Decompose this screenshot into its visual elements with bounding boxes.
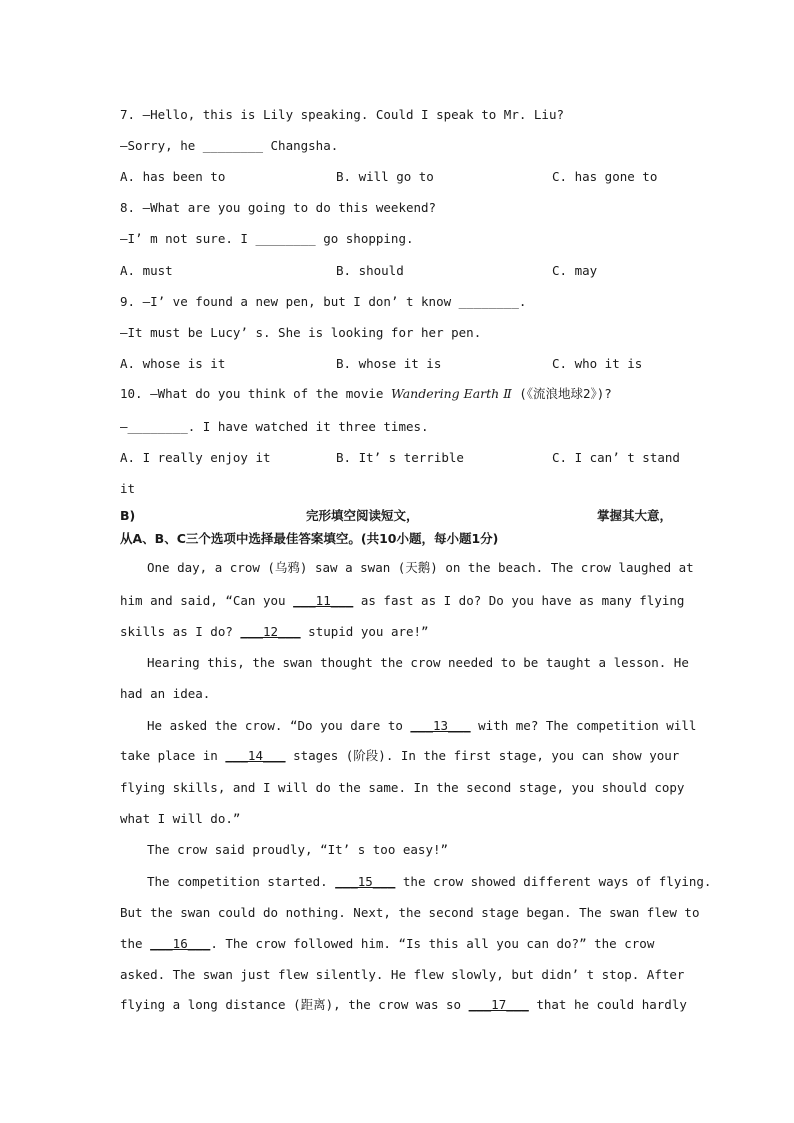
question-7-option-a: A. has been to — [120, 169, 226, 184]
blank-13: ___13___ — [410, 718, 471, 733]
passage-text: stupid you are!” — [300, 624, 429, 639]
passage-text: The competition started. — [147, 874, 336, 889]
question-7-option-b: B. will go to — [336, 169, 434, 184]
passage-line-10: The crow said proudly, “It’ s too easy!” — [147, 842, 449, 857]
passage-line-9: what I will do.” — [120, 811, 241, 826]
passage-text: flying a long distance (距离), the crow was so — [120, 997, 469, 1012]
passage-line-4: Hearing this, the swan thought the crow needed to be taught a lesson. He — [147, 655, 689, 670]
passage-text: . The crow followed him. “Is this all you can do?” the crow — [210, 936, 655, 951]
passage-text: stages (阶段). In the first stage, you can show your — [285, 748, 680, 763]
question-10-prompt-end: (《流浪地球2》)? — [511, 386, 612, 401]
passage-line-11 — [147, 874, 711, 890]
question-10-reply: —________. I have watched it three times. — [120, 419, 429, 434]
passage-line-3 — [120, 624, 429, 640]
question-8-option-b: B. should — [336, 263, 404, 278]
question-7-option-c: C. has gone to — [552, 169, 658, 184]
passage-line-7 — [120, 748, 679, 764]
question-10-option-c: C. I can’ t stand — [552, 450, 680, 465]
question-9-reply: —It must be Lucy’ s. She is looking for her pen. — [120, 325, 482, 340]
section-b-title-part1: 完形填空阅读短文， — [306, 508, 419, 523]
question-9-option-a: A. whose is it — [120, 356, 226, 371]
passage-line-15 — [120, 997, 687, 1013]
passage-text: him and said, “Can you — [120, 593, 294, 608]
passage-line-14: asked. The swan just flew silently. He flew slowly, but didn’ t stop. After — [120, 967, 685, 982]
question-7-reply: —Sorry, he ________ Changsha. — [120, 138, 339, 153]
passage-line-1: One day, a crow (乌鸦) saw a swan (天鹅) on the beach. The crow laughed at — [147, 560, 694, 575]
section-b-instructions: 从A、B、C三个选项中选择最佳答案填空。(共10小题，每小题1分) — [120, 531, 499, 546]
blank-11: ___11___ — [293, 593, 354, 608]
question-8-reply: —I’ m not sure. I ________ go shopping. — [120, 231, 414, 246]
passage-line-8: flying skills, and I will do the same. In the second stage, you should copy — [120, 780, 685, 795]
movie-title: Wandering Earth Ⅱ — [390, 386, 512, 401]
passage-line-2 — [120, 593, 684, 609]
passage-text: with me? The competition will — [470, 718, 697, 733]
passage-text: take place in — [120, 748, 226, 763]
question-10-option-a: A. I really enjoy it — [120, 450, 271, 465]
passage-line-6 — [147, 718, 696, 734]
question-8-option-c: C. may — [552, 263, 598, 278]
passage-text: He asked the crow. “Do you dare to — [147, 718, 411, 733]
question-9-option-c: C. who it is — [552, 356, 643, 371]
question-10-prompt-text: 10. —What do you think of the movie — [120, 386, 391, 401]
passage-text: that he could hardly — [528, 997, 687, 1012]
section-b-title-part2: 掌握其大意， — [597, 508, 673, 523]
blank-16: ___16___ — [150, 936, 211, 951]
passage-text: as fast as I do? Do you have as many flying — [353, 593, 685, 608]
question-9-prompt: 9. —I’ ve found a new pen, but I don’ t know ________. — [120, 294, 527, 309]
question-10-option-b: B. It’ s terrible — [336, 450, 464, 465]
passage-line-12: But the swan could do nothing. Next, the second stage began. The swan flew to — [120, 905, 700, 920]
passage-text: skills as I do? — [120, 624, 241, 639]
passage-text: the crow showed different ways of flying. — [395, 874, 712, 889]
passage-line-13 — [120, 936, 654, 952]
blank-12: ___12___ — [240, 624, 301, 639]
question-10-option-c-wrap: it — [120, 481, 136, 496]
blank-17: ___17___ — [468, 997, 529, 1012]
blank-15: ___15___ — [335, 874, 396, 889]
section-b-label: B) — [120, 508, 136, 523]
blank-14: ___14___ — [225, 748, 286, 763]
question-8-option-a: A. must — [120, 263, 173, 278]
passage-line-5: had an idea. — [120, 686, 211, 701]
question-9-option-b: B. whose it is — [336, 356, 442, 371]
passage-text: the — [120, 936, 151, 951]
question-10-prompt — [120, 386, 612, 402]
question-8-prompt: 8. —What are you going to do this weekend? — [120, 200, 437, 215]
question-7-prompt: 7. —Hello, this is Lily speaking. Could I speak to Mr. Liu? — [120, 107, 565, 122]
